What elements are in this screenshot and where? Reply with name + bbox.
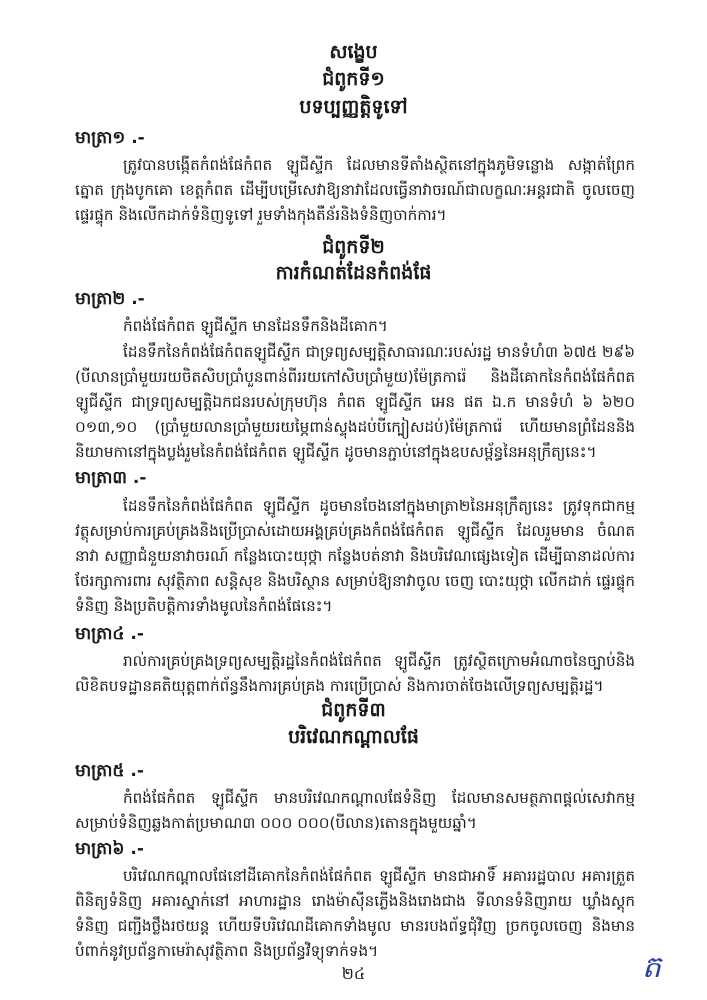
chapter-number: ជំពូកទី១ bbox=[322, 68, 385, 90]
chapter-2-title: ការកំណត់ដែនកំពង់ផែ bbox=[275, 262, 432, 284]
article-4-text: រាល់ការគ្រប់គ្រងទ្រព្យសម្បត្តិរដ្ឋនៃកំពង់ផែកំពត ឡូជីស្ទីក ត្រូវស្ថិតក្រោមអំណាចនៃច្បាប់និងលិខិតបទដ្ឋានគតិយុត្តពាក់ព័ន្ធនឹងការគ្រប់គ្រង ការប្រើប្រាស់ និងការចាត់ចែងលើទ្រព្យសម្បត្តិរដ្ឋ។ bbox=[75, 652, 635, 695]
article-6-text: បរិវេណកណ្តាលផែនៅដីគោកនៃកំពង់ផែកំពត ឡូជីស្ទីក មានជាអាទិ៍ អគាររដ្ឋបាល អគារត្រួតពិនិត្យទំនិញ អគារស្នាក់នៅ អាហារដ្ឋាន រោងម៉ាស៊ីនភ្លើងនិងរោងជាង ទីលានទំនិញរាយ ឃ្លាំងស្តុកទំនិញ ជញ្ជីងថ្លឹងរថយន្ត ហើយទីបរិវេណដីគោកទាំងមូល មានរបងព័ទ្ធជុំវិញ ច្រកចូលចេញ និងមានបំពាក់នូវប្រព័ន្ធកាមេរ៉ាសុវត្ថិភាព និងប្រព័ន្ធវិទ្យុទាក់ទង។ bbox=[75, 867, 635, 960]
chapter-2-number: ជំពូកទី២ bbox=[322, 236, 385, 258]
chapter-3-number: ជំពូកទី៣ bbox=[321, 699, 386, 721]
page-number: ២៤ bbox=[341, 964, 366, 983]
chapter-title: បទប្បញ្ញត្តិទូទៅ bbox=[299, 96, 408, 118]
article-5-label: មាត្រា៥ .- bbox=[75, 761, 144, 781]
article-1-label: មាត្រា១ .- bbox=[75, 128, 145, 148]
chapter-3-title: បរិវេណកណ្តាលផែ bbox=[288, 726, 419, 748]
article-2-paragraph-1: កំពង់ផែកំពត ឡូជីស្ទីក មានដែនទឹកនិងដីគោក។ bbox=[123, 317, 388, 335]
article-2-label: មាត្រា២ .- bbox=[75, 289, 145, 309]
document-heading: សង្ខេប bbox=[329, 41, 378, 63]
article-4-label: មាត្រា៤ .- bbox=[75, 624, 144, 644]
handwritten-initial-mark: ត bbox=[642, 950, 662, 985]
article-3-text: ដែនទឹកនៃកំពង់ផែកំពត ឡូជីស្ទីក ដូចមានចែងនៅក្នុងមាត្រា២នៃអនុក្រឹត្យនេះ ត្រូវទុកជាកម្មវត្ថុសម្រាប់ការគ្រប់គ្រងនិងប្រើប្រាស់ដោយអង្គគ្រប់គ្រងកំពង់ផែកំពត ឡូជីស្ទីក ដែលរួមមាន ចំណតនាវា សញ្ញាជំនួយនាវាចរណ៍ កន្លែងបោះយុថ្កា កន្លែងបត់នាវា និងបរិវេណផ្សេងទៀត ដើម្បីធានាដល់ការថែរក្សាការពារ សុវត្ថិភាព សន្តិសុខ និងបរិស្ថាន សម្រាប់ឱ្យនាវាចូល ចេញ បោះយុថ្កា លើកដាក់ ផ្ទេរផ្ទុកទំនិញ និងប្រតិបត្តិការទាំងមូលនៃកំពង់ផែនេះ។ bbox=[75, 497, 635, 615]
article-6-label: មាត្រា៦ .- bbox=[75, 839, 144, 859]
article-3-label: មាត្រា៣ .- bbox=[75, 468, 147, 488]
article-2-paragraph-2: ដែនទឹកនៃកំពង់ផែកំពតឡូជីស្ទីក ជាទ្រព្យសម្បត្តិសាធារណៈរបស់រដ្ឋ មានទំហំ៣ ៦៧៥ ២៩៦ (បីលានប្រាំមួយរយចិតសិបប្រាំបួនពាន់ពីររយកៅសិបប្រាំមួយ)ម៉ែត្រការ៉េ និងដីគោកនៃកំពង់ផែកំពត ឡូជីស្ទីក ជាទ្រព្យសម្បត្តិឯកជនរបស់ក្រុមហ៊ុន កំពត ឡូជីស្ទីក អេន ផត ឯ.ក មានទំហំ ៦ ៦២០ ០១៣,១០ (ប្រាំមួយលានប្រាំមួយរយម្ភៃពាន់ស្ទុងដប់បីក្បៀសដប់)ម៉ែត្រការ៉េ ហើយមានព្រំដែននិងនិយាមកានៅក្នុងប្លង់រួមនៃកំពង់ផែកំពត ឡូជីស្ទីក ដូចមានភ្ជាប់នៅក្នុងឧបសម្ព័ន្ធនៃអនុក្រឹត្យនេះ។ bbox=[75, 343, 635, 461]
article-5-text: កំពង់ផែកំពត ឡូជីស្ទីក មានបរិវេណកណ្តាលផែទំនិញ ដែលមានសមត្ថភាពផ្តល់សេវាកម្មសម្រាប់ទំនិញឆ្លងកាត់ប្រមាណ៣ ០០០ ០០០(បីលាន)តោនក្នុងមួយឆ្នាំ។ bbox=[75, 789, 635, 832]
article-1-text: ត្រូវបានបង្កើតកំពង់ផែកំពត ឡូជីស្ទីក ដែលមានទីតាំងស្ថិតនៅក្នុងភូមិទន្លោង សង្កាត់ព្រែកត្នោត ក្រុងបូកគោ ខេត្តកំពត ដើម្បីបម្រើសេវាឱ្យនាវាដែលធ្វើនាវាចរណ៍ជាលក្ខណៈអន្តរជាតិ ចូលចេញ ផ្ទេរផ្ទុក និងលើកដាក់ទំនិញទូទៅ រួមទាំងកុងតឺន័រនិងទំនិញចាក់ការ។ bbox=[75, 156, 635, 224]
